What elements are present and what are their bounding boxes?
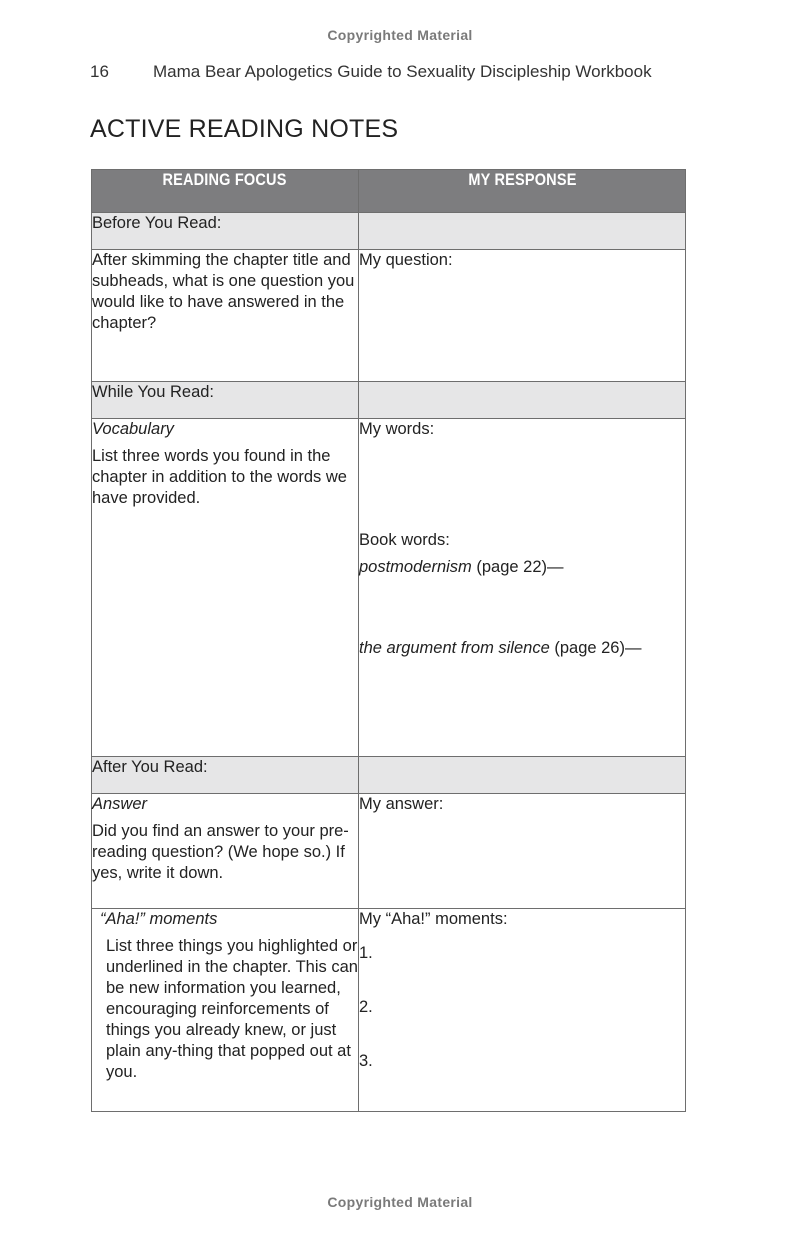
stage-row-while bbox=[92, 382, 686, 419]
prompt-text: List three words you found in the chapter in addition to the words we have provided. bbox=[92, 447, 347, 507]
response-cell-aha[interactable] bbox=[359, 909, 686, 1112]
copyright-watermark-top: Copyrighted Material bbox=[327, 27, 473, 43]
book-word-item bbox=[359, 638, 685, 659]
stage-label-after: After You Read: bbox=[92, 757, 359, 794]
column-header-my-response: MY RESPONSE bbox=[359, 170, 686, 213]
column-header-reading-focus: READING FOCUS bbox=[92, 170, 359, 213]
table-row-aha bbox=[92, 909, 686, 1112]
stage-label-before: Before You Read: bbox=[92, 213, 359, 250]
response-cell-question[interactable] bbox=[359, 250, 686, 382]
active-reading-notes-table bbox=[91, 169, 686, 1112]
aha-item-number: 1. bbox=[359, 944, 373, 962]
copyright-watermark-bottom: Copyrighted Material bbox=[327, 1194, 473, 1210]
prompt-title: Vocabulary bbox=[92, 420, 174, 438]
prompt-aha bbox=[92, 909, 359, 1112]
stage-blank-cell bbox=[359, 382, 686, 419]
prompt-vocabulary bbox=[92, 419, 359, 757]
stage-blank-cell bbox=[359, 757, 686, 794]
book-word-item bbox=[359, 557, 685, 578]
book-word-page-ref: (page 26)— bbox=[549, 639, 642, 657]
table-row-answer bbox=[92, 794, 686, 909]
prompt-answer bbox=[92, 794, 359, 909]
response-label: My words: bbox=[359, 420, 435, 438]
stage-label-while: While You Read: bbox=[92, 382, 359, 419]
response-label: My question: bbox=[359, 251, 453, 269]
stage-row-before bbox=[92, 213, 686, 250]
book-title: Mama Bear Apologetics Guide to Sexuality Discipleship Workbook bbox=[153, 62, 652, 81]
prompt-before bbox=[92, 250, 359, 382]
prompt-title: “Aha!” moments bbox=[100, 910, 218, 928]
stage-blank-cell bbox=[359, 213, 686, 250]
table-header-row bbox=[92, 170, 686, 213]
prompt-text: List three things you highlighted or underlined in the chapter. This can be new information you learned, encouraging reinforcements of things you already knew, or just plain any-thing that popped out at you. bbox=[106, 937, 358, 1081]
book-words-label: Book words: bbox=[359, 531, 450, 549]
page-number: 16 bbox=[90, 62, 109, 81]
book-word-page-ref: (page 22)— bbox=[471, 558, 564, 576]
response-cell-words[interactable] bbox=[359, 419, 686, 757]
prompt-text: Did you find an answer to your pre-reading question? (We hope so.) If yes, write it down. bbox=[92, 822, 349, 882]
aha-item-number: 2. bbox=[359, 998, 373, 1016]
section-title: ACTIVE READING NOTES bbox=[90, 115, 399, 143]
prompt-text: After skimming the chapter title and subheads, what is one question you would like to have answered in the chapter? bbox=[92, 251, 355, 332]
book-word-term: the argument from silence bbox=[359, 639, 550, 657]
aha-item-number: 3. bbox=[359, 1052, 373, 1070]
response-label: My “Aha!” moments: bbox=[359, 910, 508, 928]
table-row-before-question bbox=[92, 250, 686, 382]
table-row-vocabulary bbox=[92, 419, 686, 757]
book-word-term: postmodernism bbox=[359, 558, 472, 576]
prompt-title: Answer bbox=[92, 795, 148, 813]
running-head bbox=[90, 62, 652, 82]
response-label: My answer: bbox=[359, 795, 444, 813]
stage-row-after bbox=[92, 757, 686, 794]
response-cell-answer[interactable] bbox=[359, 794, 686, 909]
